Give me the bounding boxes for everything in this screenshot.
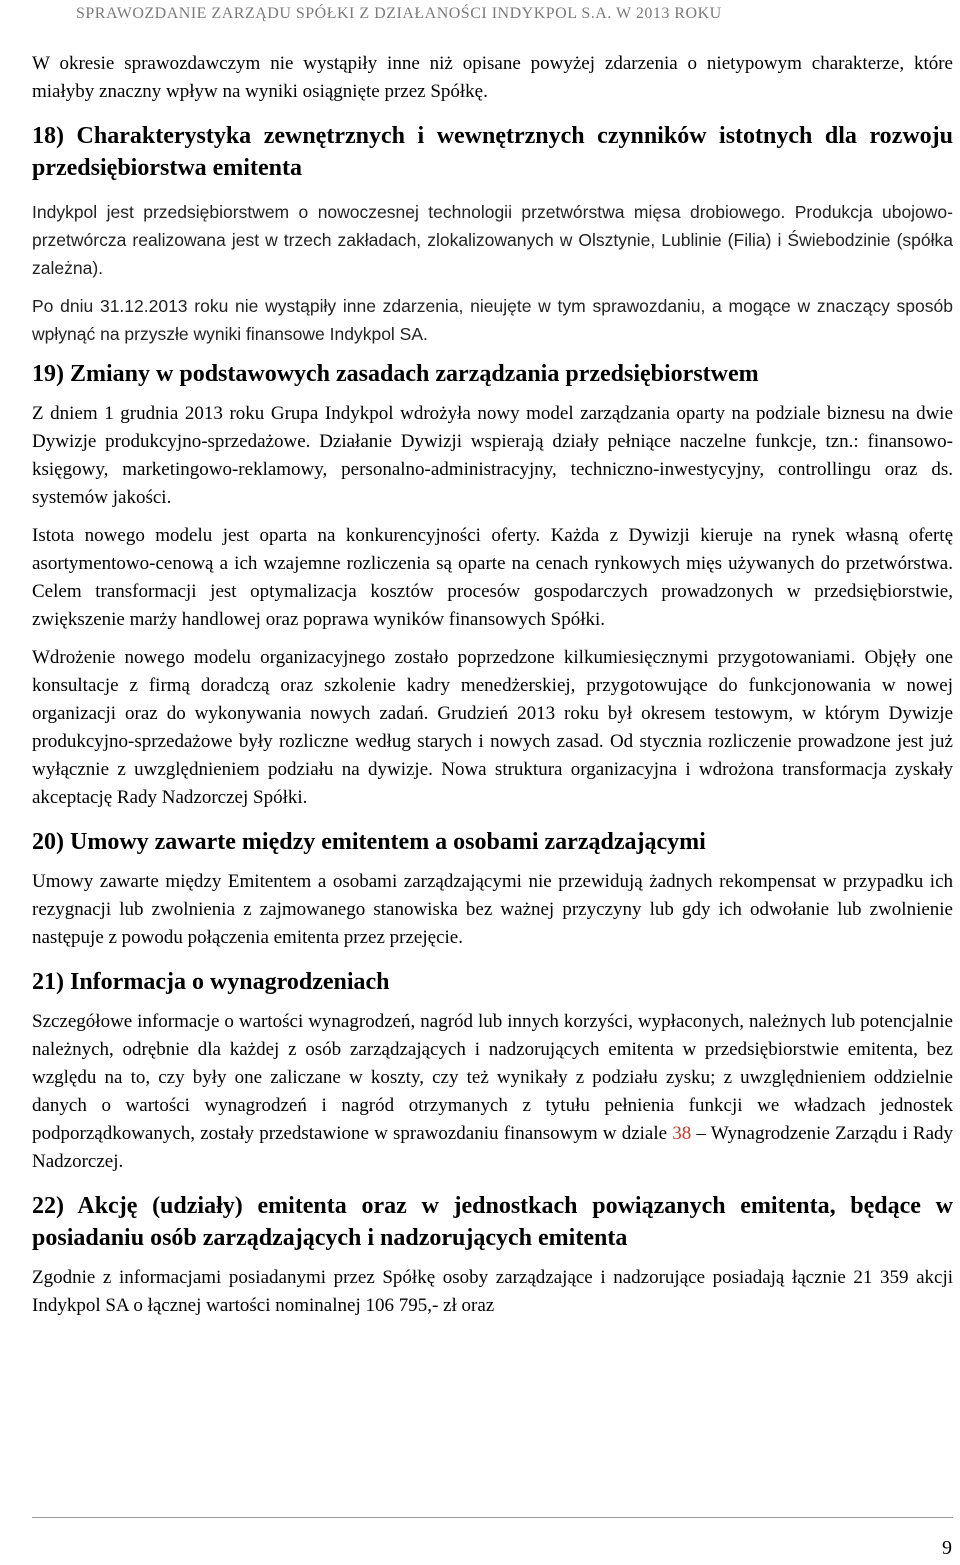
section-22-paragraph-1: Zgodnie z informacjami posiadanymi przez Spółkę osoby zarządzające i nadzorujące posiadają łącznie 21 359 akcji Indykpol SA o łącznej wartości nominalnej 106 795,- zł oraz	[32, 1267, 953, 1316]
page-header	[0, 0, 960, 28]
section-19-heading: 19) Zmiany w podstawowych zasadach zarządzania przedsiębiorstwem	[32, 361, 759, 387]
document-body	[32, 50, 953, 1320]
intro-paragraph: W okresie sprawozdawczym nie wystąpiły inne niż opisane powyżej zdarzenia o nietypowym charakterze, które miałyby znaczny wpływ na wyniki osiągnięte przez Spółkę.	[32, 53, 953, 102]
section-19-paragraph-1: Z dniem 1 grudnia 2013 roku Grupa Indykpol wdrożyła nowy model zarządzania oparty na podziale biznesu na dwie Dywizje produkcyjno-sprzedażowe. Działanie Dywizji wspierają działy pełniące naczelne funkcje, tzn.: finansowo-księgowy, marketingowo-reklamowy, personalno-administracyjny, techniczno-inwestycyjny, controllingu oraz ds. systemów jakości.	[32, 403, 953, 508]
section-18-paragraph-1: Indykpol jest przedsiębiorstwem o nowoczesnej technologii przetwórstwa mięsa drobiowego. Produkcja ubojowo-przetwórcza realizowana jest w trzech zakładach, zlokalizowanych w Olsztynie, Lublinie (Filia) i Świebodzinie (spółka zależna).	[32, 202, 953, 278]
section-21-heading: 21) Informacja o wynagrodzeniach	[32, 969, 390, 995]
section-20-heading: 20) Umowy zawarte między emitentem a osobami zarządzającymi	[32, 829, 706, 855]
section-21-paragraph-1	[32, 1008, 953, 1176]
section-22-heading: 22) Akcję (udziały) emitenta oraz w jednostkach powiązanych emitenta, będące w posiadaniu osób zarządzających i nadzorujących emitenta	[32, 1193, 953, 1251]
header-title: SPRAWOZDANIE ZARZĄDU SPÓŁKI Z DZIAŁANOŚCI INDYKPOL S.A. W 2013 ROKU	[76, 5, 722, 22]
section-19-paragraph-2: Istota nowego modelu jest oparta na konkurencyjności oferty. Każda z Dywizji kieruje na rynek własną ofertę asortymentowo-cenową a ich wzajemne rozliczenia są oparte na cenach rynkowych mięs używanych do przetwórstwa. Celem transformacji jest optymalizacja kosztów procesów gospodarczych prowadzonych w przedsiębiorstwie, zwiększenie marży handlowej oraz poprawa wyników finansowych Spółki.	[32, 525, 953, 630]
section-18-heading: 18) Charakterystyka zewnętrznych i wewnętrznych czynników istotnych dla rozwoju przedsiębiorstwa emitenta	[32, 123, 953, 181]
section-reference-link[interactable]: 38	[672, 1123, 692, 1144]
section-18-paragraph-2: Po dniu 31.12.2013 roku nie wystąpiły inne zdarzenia, nieujęte w tym sprawozdaniu, a mogące w znaczący sposób wpłynąć na przyszłe wyniki finansowe Indykpol SA.	[32, 296, 953, 344]
section-21-text: Szczegółowe informacje o wartości wynagrodzeń, nagród lub innych korzyści, wypłaconych, należnych lub potencjalnie należnych, odrębnie dla każdej z osób zarządzających i nadzorujących emitenta w przedsiębiorstwie emitenta, bez względu na to, czy były one zaliczane w koszty, czy też wynikały z podziału zysku; z uwzględnieniem oddzielnie danych o wartości wynagrodzeń i nagród otrzymanych z tytułu pełnienia funkcji we władzach jednostek podporządkowanych, zostały przedstawione w sprawozdaniu finansowym w dziale	[32, 1011, 953, 1144]
page-number: 9	[942, 1537, 952, 1559]
section-20-paragraph-1: Umowy zawarte między Emitentem a osobami zarządzającymi nie przewidują żadnych rekompensat w przypadku ich rezygnacji lub zwolnienia z zajmowanego stanowiska bez ważnej przyczyny lub gdy ich odwołanie lub zwolnienie następuje z powodu połączenia emitenta przez przejęcie.	[32, 871, 953, 948]
footer-divider	[32, 1517, 953, 1518]
section-reference-text: – Wynagrodzenie Zarządu i Rady Nadzorczej.	[32, 1123, 954, 1172]
section-19-paragraph-3: Wdrożenie nowego modelu organizacyjnego zostało poprzedzone kilkumiesięcznymi przygotowaniami. Objęły one konsultacje z firmą doradczą oraz szkolenie kadry menedżerskiej, przygotowujące do funkcjonowania w nowej organizacji oraz do wykonywania nowych zadań. Grudzień 2013 roku był okresem testowym, w którym Dywizje produkcyjno-sprzedażowe były rozliczne według starych i nowych zasad. Od stycznia rozliczenie prowadzone jest już wyłącznie z uwzględnieniem podziału na dywizje. Nowa struktura organizacyjna i wdrożona transformacja zyskały akceptację Rady Nadzorczej Spółki.	[32, 647, 953, 808]
